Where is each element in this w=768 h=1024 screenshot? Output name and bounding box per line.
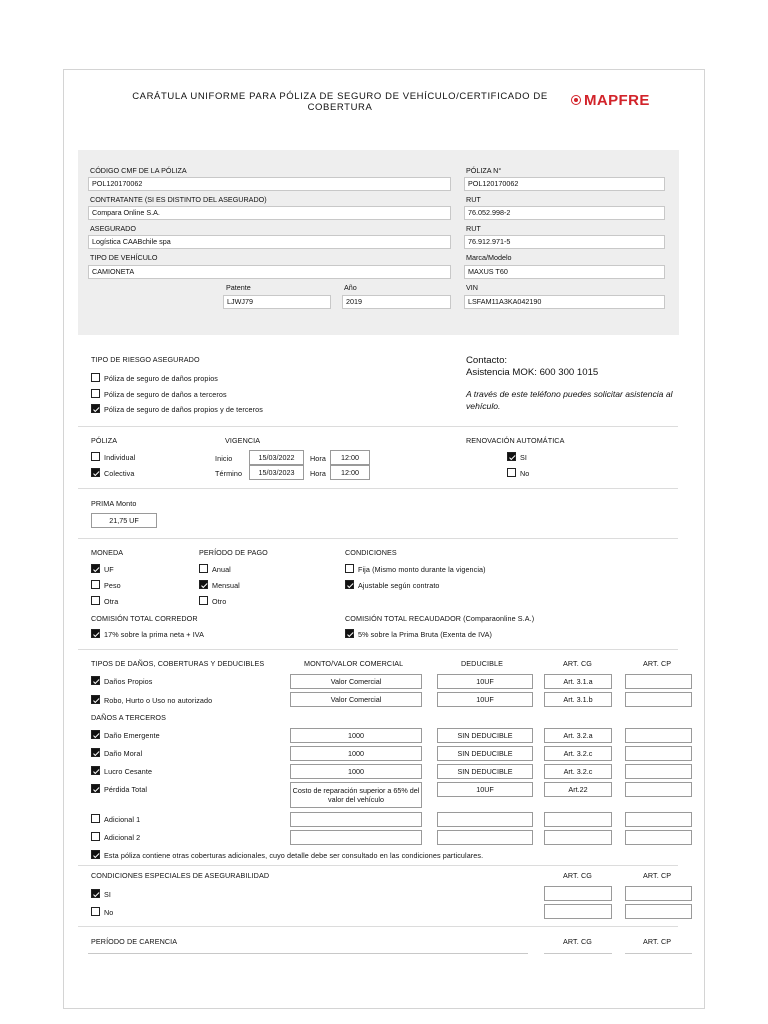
carencia-field xyxy=(88,953,528,954)
cobertura-row-4-deducible: SIN DEDUCIBLE xyxy=(437,764,533,779)
cobertura-row-1-label: Robo, Hurto o Uso no autorizado xyxy=(104,696,213,705)
cobertura-row-6-art-cg xyxy=(544,812,612,827)
moneda-peso-checkbox[interactable] xyxy=(91,580,100,589)
coberturas-header-art-cg: ART. CG xyxy=(563,659,592,668)
asegurado-label: ASEGURADO xyxy=(90,224,136,233)
cobertura-row-3-deducible: SIN DEDUCIBLE xyxy=(437,746,533,761)
mapfre-logo-icon xyxy=(571,95,581,105)
comision-recaudador-value: 5% sobre la Prima Bruta (Exenta de IVA) xyxy=(358,630,492,639)
rut-asegurado-field: 76.912.971-5 xyxy=(464,235,665,249)
hora-termino-label: Hora xyxy=(310,469,326,478)
periodo-pago-title: PERÍODO DE PAGO xyxy=(199,548,268,557)
condiciones-especiales-si-checkbox[interactable] xyxy=(91,889,100,898)
renovacion-title: RENOVACIÓN AUTOMÁTICA xyxy=(466,436,565,445)
cobertura-row-2-deducible: SIN DEDUCIBLE xyxy=(437,728,533,743)
coberturas-nota-checkbox[interactable] xyxy=(91,850,100,859)
cobertura-row-0-monto: Valor Comercial xyxy=(290,674,422,689)
section-divider xyxy=(78,426,678,427)
periodo-anual-checkbox[interactable] xyxy=(199,564,208,573)
section-divider xyxy=(78,865,678,866)
cobertura-row-6-monto xyxy=(290,812,422,827)
cobertura-row-6-deducible xyxy=(437,812,533,827)
cobertura-row-7-label: Adicional 2 xyxy=(104,833,141,842)
cobertura-row-7-art-cg xyxy=(544,830,612,845)
comision-recaudador-title: COMISIÓN TOTAL RECAUDADOR (Comparaonline S.A.) xyxy=(345,614,535,623)
anio-label: Año xyxy=(344,283,357,292)
section-divider xyxy=(78,538,678,539)
comision-corredor-checkbox[interactable] xyxy=(91,629,100,638)
cobertura-row-2-art-cg: Art. 3.2.a xyxy=(544,728,612,743)
cobertura-row-5-monto: Costo de reparación superior a 65% del valor del vehículo xyxy=(290,782,422,808)
riesgo-option-0-label: Póliza de seguro de daños propios xyxy=(104,374,218,383)
asegurado-field: Logística CAABchile spa xyxy=(88,235,451,249)
cobertura-row-3-checkbox[interactable] xyxy=(91,748,100,757)
carencia-art-cg: ART. CG xyxy=(563,937,592,946)
cobertura-row-1-monto: Valor Comercial xyxy=(290,692,422,707)
cobertura-row-0-label: Daños Propios xyxy=(104,677,153,686)
tipo-vehiculo-field: CAMIONETA xyxy=(88,265,451,279)
danos-terceros-label: DAÑOS A TERCEROS xyxy=(91,713,166,722)
cobertura-row-2-label: Daño Emergente xyxy=(104,731,160,740)
periodo-mensual-label: Mensual xyxy=(212,581,240,590)
renovacion-no-label: No xyxy=(520,469,530,478)
mapfre-logo xyxy=(571,92,650,108)
condiciones-especiales-no-art-cp xyxy=(625,904,692,919)
rut-contratante-field: 76.052.998-2 xyxy=(464,206,665,220)
cobertura-row-7-art-cp xyxy=(625,830,692,845)
condiciones-especiales-si-art-cp xyxy=(625,886,692,901)
carencia-art-cp: ART. CP xyxy=(643,937,672,946)
cobertura-row-7-checkbox[interactable] xyxy=(91,832,100,841)
poliza-title: PÓLIZA xyxy=(91,436,118,445)
renovacion-si-checkbox[interactable] xyxy=(507,452,516,461)
mapfre-logo-text: MAPFRE xyxy=(584,91,650,109)
condiciones-especiales-si-label: SI xyxy=(104,890,111,899)
condiciones-fija-label: Fija (Mismo monto durante la vigencia) xyxy=(358,565,486,574)
cobertura-row-4-label: Lucro Cesante xyxy=(104,767,153,776)
moneda-uf-checkbox[interactable] xyxy=(91,564,100,573)
cobertura-row-6-label: Adicional 1 xyxy=(104,815,141,824)
condiciones-especiales-title: CONDICIONES ESPECIALES DE ASEGURABILIDAD xyxy=(91,871,270,880)
cobertura-row-2-art-cp xyxy=(625,728,692,743)
cobertura-row-0-checkbox[interactable] xyxy=(91,676,100,685)
hora-termino-field: 12:00 xyxy=(330,465,370,480)
condiciones-especiales-no-checkbox[interactable] xyxy=(91,907,100,916)
prima-label: PRIMA Monto xyxy=(91,499,137,508)
cobertura-row-3-label: Daño Moral xyxy=(104,749,143,758)
poliza-n-label: PÓLIZA N° xyxy=(466,166,502,175)
cobertura-row-4-art-cp xyxy=(625,764,692,779)
cobertura-row-0-art-cg: Art. 3.1.a xyxy=(544,674,612,689)
hora-inicio-label: Hora xyxy=(310,454,326,463)
comision-corredor-value: 17% sobre la prima neta + IVA xyxy=(104,630,205,639)
poliza-n-field: POL120170062 xyxy=(464,177,665,191)
condiciones-ajustable-label: Ajustable según contrato xyxy=(358,581,440,590)
condiciones-especiales-no-label: No xyxy=(104,908,114,917)
periodo-otro-label: Otro xyxy=(212,597,227,606)
cobertura-row-4-monto: 1000 xyxy=(290,764,422,779)
termino-label: Término xyxy=(215,469,243,478)
moneda-title: MONEDA xyxy=(91,548,124,557)
contratante-field: Compara Online S.A. xyxy=(88,206,451,220)
moneda-uf-label: UF xyxy=(104,565,114,574)
moneda-otra-checkbox[interactable] xyxy=(91,596,100,605)
prima-field: 21,75 UF xyxy=(91,513,157,528)
condiciones-fija-checkbox[interactable] xyxy=(345,564,354,573)
cobertura-row-0-deducible: 10UF xyxy=(437,674,533,689)
poliza-individual-label: Individual xyxy=(104,453,136,462)
condiciones-especiales-no-art-cg xyxy=(544,904,612,919)
vin-label: VIN xyxy=(466,283,478,292)
condiciones-ajustable-checkbox[interactable] xyxy=(345,580,354,589)
cobertura-row-7-deducible xyxy=(437,830,533,845)
coberturas-header-art-cp: ART. CP xyxy=(643,659,672,668)
condiciones-especiales-si-art-cg xyxy=(544,886,612,901)
poliza-individual-checkbox[interactable] xyxy=(91,452,100,461)
coberturas-header-deducible: DEDUCIBLE xyxy=(461,659,504,668)
cobertura-row-1-deducible: 10UF xyxy=(437,692,533,707)
cobertura-row-2-monto: 1000 xyxy=(290,728,422,743)
patente-label: Patente xyxy=(226,283,251,292)
section-divider xyxy=(78,488,678,489)
cobertura-row-7-monto xyxy=(290,830,422,845)
rut-contratante-label: RUT xyxy=(466,195,481,204)
inicio-label: Inicio xyxy=(215,454,233,463)
cobertura-row-5-label: Pérdida Total xyxy=(104,785,148,794)
cobertura-row-4-checkbox[interactable] xyxy=(91,766,100,775)
riesgo-option-0-checkbox[interactable] xyxy=(91,373,100,382)
carencia-title: PERÍODO DE CARENCIA xyxy=(91,937,178,946)
marca-modelo-label: Marca/Modelo xyxy=(466,253,512,262)
cobertura-row-3-monto: 1000 xyxy=(290,746,422,761)
patente-field: LJWJ79 xyxy=(223,295,331,309)
poliza-colectiva-label: Colectiva xyxy=(104,469,135,478)
cobertura-row-0-art-cp xyxy=(625,674,692,689)
cobertura-row-1-art-cg: Art. 3.1.b xyxy=(544,692,612,707)
hora-inicio-field: 12:00 xyxy=(330,450,370,465)
vigencia-title: VIGENCIA xyxy=(225,436,261,445)
cobertura-row-5-art-cg: Art.22 xyxy=(544,782,612,797)
cobertura-row-1-art-cp xyxy=(625,692,692,707)
moneda-otra-label: Otra xyxy=(104,597,119,606)
comision-recaudador-checkbox[interactable] xyxy=(345,629,354,638)
section-divider xyxy=(78,649,678,650)
riesgo-option-2-checkbox[interactable] xyxy=(91,404,100,413)
cobertura-row-6-art-cp xyxy=(625,812,692,827)
coberturas-header-tipo: TIPOS DE DAÑOS, COBERTURAS Y DEDUCIBLES xyxy=(91,659,265,668)
codigo-cmf-field: POL120170062 xyxy=(88,177,451,191)
cobertura-row-3-art-cp xyxy=(625,746,692,761)
asistencia-note: A través de este teléfono puedes solicitar asistencia al vehículo. xyxy=(466,389,673,411)
periodo-otro-checkbox[interactable] xyxy=(199,596,208,605)
termino-date-field: 15/03/2023 xyxy=(249,465,304,480)
cobertura-row-2-checkbox[interactable] xyxy=(91,730,100,739)
asistencia-phone: Asistencia MOK: 600 300 1015 xyxy=(466,367,599,378)
inicio-date-field: 15/03/2022 xyxy=(249,450,304,465)
moneda-peso-label: Peso xyxy=(104,581,121,590)
carencia-art-cg-field xyxy=(544,953,612,954)
tipo-vehiculo-label: TIPO DE VEHÍCULO xyxy=(90,253,158,262)
section-divider xyxy=(78,926,678,927)
carencia-art-cp-field xyxy=(625,953,692,954)
cobertura-row-5-deducible: 10UF xyxy=(437,782,533,797)
document-title: CARÁTULA UNIFORME PARA PÓLIZA DE SEGURO DE VEHÍCULO/CERTIFICADO DE COBERTURA xyxy=(132,91,548,113)
marca-modelo-field: MAXUS T60 xyxy=(464,265,665,279)
renovacion-no-checkbox[interactable] xyxy=(507,468,516,477)
tipo-riesgo-title: TIPO DE RIESGO ASEGURADO xyxy=(91,355,200,364)
riesgo-option-1-checkbox[interactable] xyxy=(91,389,100,398)
cobertura-row-5-art-cp xyxy=(625,782,692,797)
anio-field: 2019 xyxy=(342,295,451,309)
cobertura-row-1-checkbox[interactable] xyxy=(91,695,100,704)
cobertura-row-5-checkbox[interactable] xyxy=(91,784,100,793)
comision-corredor-title: COMISIÓN TOTAL CORREDOR xyxy=(91,614,198,623)
renovacion-si-label: SI xyxy=(520,453,527,462)
contacto-block xyxy=(466,355,598,379)
cobertura-row-3-art-cg: Art. 3.2.c xyxy=(544,746,612,761)
codigo-cmf-label: CÓDIGO CMF DE LA PÓLIZA xyxy=(90,166,187,175)
condiciones-especiales-art-cg: ART. CG xyxy=(563,871,592,880)
coberturas-nota: Esta póliza contiene otras coberturas adicionales, cuyo detalle debe ser consultado en las condiciones particulares. xyxy=(104,851,484,860)
periodo-anual-label: Anual xyxy=(212,565,231,574)
periodo-mensual-checkbox[interactable] xyxy=(199,580,208,589)
coberturas-header-monto: MONTO/VALOR COMERCIAL xyxy=(304,659,404,668)
contratante-label: CONTRATANTE (SI ES DISTINTO DEL ASEGURADO) xyxy=(90,195,267,204)
rut-asegurado-label: RUT xyxy=(466,224,481,233)
condiciones-especiales-art-cp: ART. CP xyxy=(643,871,672,880)
riesgo-option-1-label: Póliza de seguro de daños a terceros xyxy=(104,390,227,399)
cobertura-row-6-checkbox[interactable] xyxy=(91,814,100,823)
condiciones-title: CONDICIONES xyxy=(345,548,397,557)
vin-field: LSFAM11A3KA042190 xyxy=(464,295,665,309)
poliza-colectiva-checkbox[interactable] xyxy=(91,468,100,477)
contacto-label: Contacto: xyxy=(466,355,508,366)
cobertura-row-4-art-cg: Art. 3.2.c xyxy=(544,764,612,779)
riesgo-option-2-label: Póliza de seguro de daños propios y de terceros xyxy=(104,405,263,414)
